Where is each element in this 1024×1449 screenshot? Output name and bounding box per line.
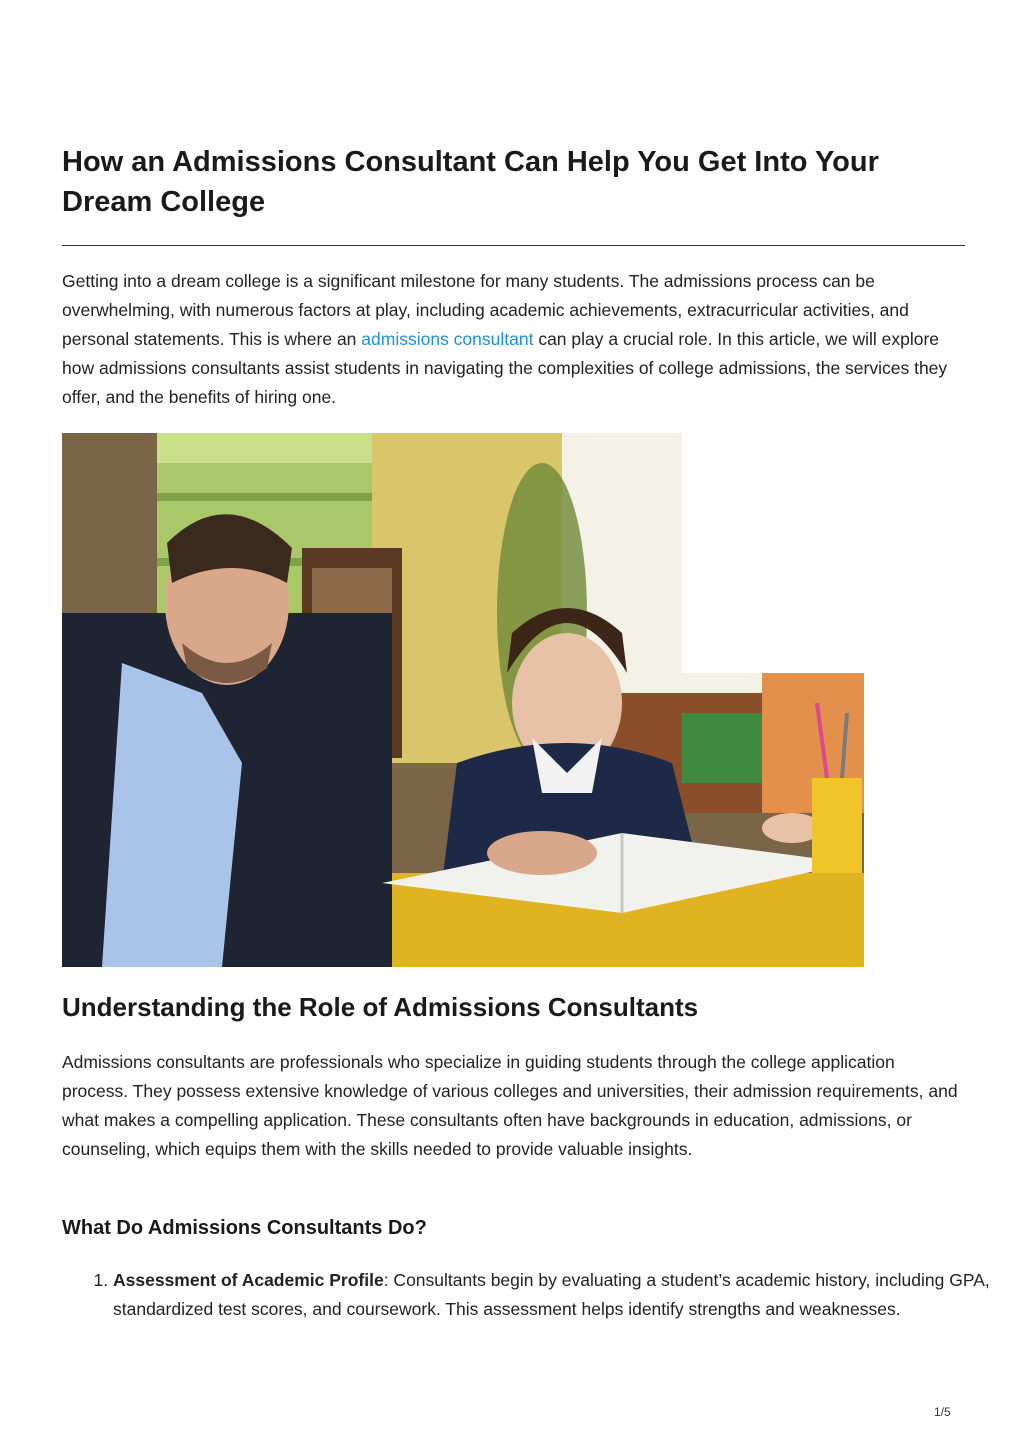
subsection-heading: What Do Admissions Consultants Do? <box>62 1217 427 1239</box>
list-item-text: : Consultants begin by evaluating a student’s academic history, including GPA, standardized test scores, and coursework. This assessment helps identify strengths and weaknesses. <box>113 1270 990 1319</box>
section-heading: Understanding the Role of Admissions Consultants <box>62 992 699 1022</box>
title-divider <box>62 245 965 246</box>
article-photo <box>62 433 864 967</box>
page-title: How an Admissions Consultant Can Help You Get Into Your Dream College <box>62 146 879 218</box>
list-item <box>113 1266 1016 1324</box>
admissions-consultant-link[interactable]: admissions consultant <box>361 329 534 349</box>
section-paragraph: Admissions consultants are professionals who specialize in guiding students through the college application process. They possess extensive knowledge of various colleges and universities, their admission requirements, and what makes a compelling application. These consultants often have backgrounds in education, admissions, or counseling, which equips them with the skills needed to provide valuable insights. <box>62 1052 958 1159</box>
intro-text-after-link: can play a crucial role. In this article, we will explore how admissions consultants assist students in navigating the complexities of college admissions, the services they offer, and the benefits of hiring one. <box>62 329 948 407</box>
services-list <box>62 1266 1016 1324</box>
list-item-term: Assessment of Academic Profile <box>113 1270 384 1290</box>
page-number: 1/5 <box>934 1405 951 1419</box>
intro-text-before-link: Getting into a dream college is a significant milestone for many students. The admissions process can be overwhelming, with numerous factors at play, including academic achievements, extracurricular activities, and personal statements. This is where an <box>62 271 909 349</box>
intro-paragraph <box>62 267 965 412</box>
